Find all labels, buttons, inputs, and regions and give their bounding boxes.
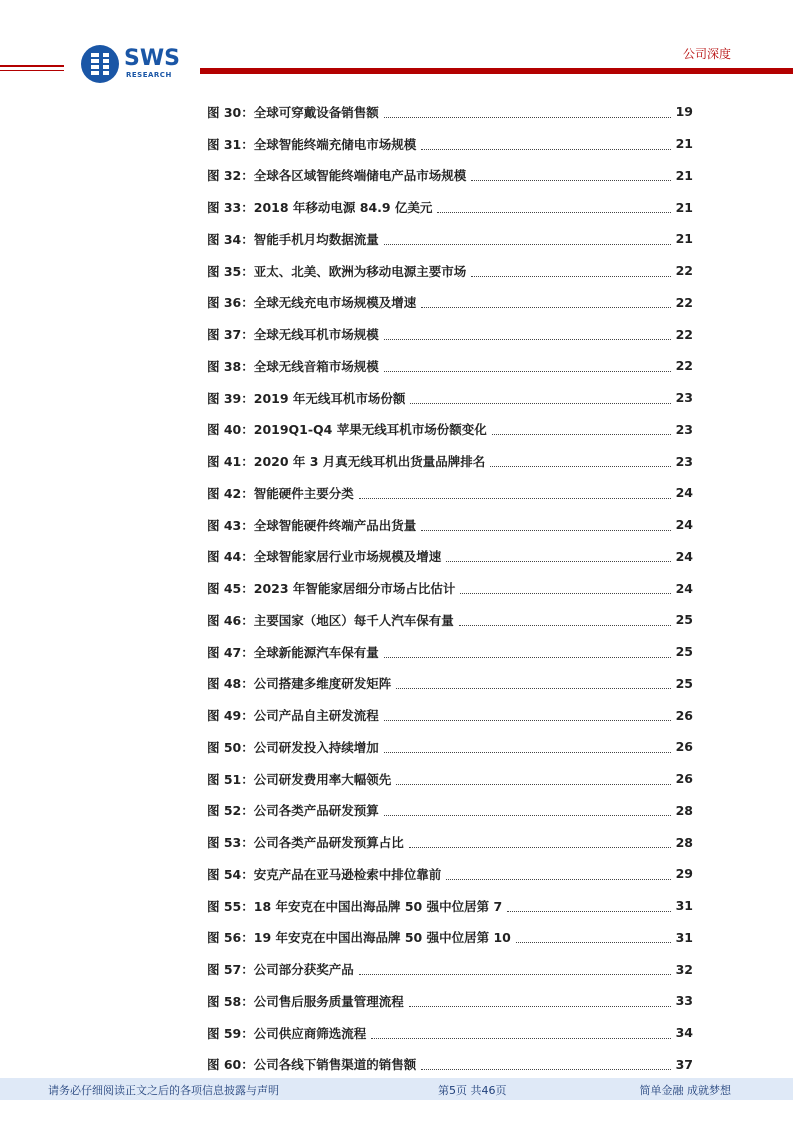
toc-entry-title: 图 55：18 年安克在中国出海品牌 50 强中位居第 7 <box>207 898 503 914</box>
toc-entry-page: 22 <box>675 326 693 342</box>
toc-entry[interactable] <box>207 731 693 763</box>
page-header <box>0 0 793 90</box>
toc-leader-dots <box>359 497 671 499</box>
toc-entry-title: 图 30：全球可穿戴设备销售额 <box>207 104 379 120</box>
toc-leader-dots <box>384 814 671 816</box>
toc-entry-title: 图 39：2019 年无线耳机市场份额 <box>207 390 406 406</box>
toc-entry-page: 24 <box>675 485 693 501</box>
toc-entry-page: 29 <box>675 866 693 882</box>
toc-entry-page: 37 <box>675 1056 693 1072</box>
report-type: 公司深度 <box>682 47 731 61</box>
toc-entry[interactable] <box>207 572 693 604</box>
toc-entry-title: 图 35：亚太、北美、欧洲为移动电源主要市场 <box>207 263 467 279</box>
toc-entry-title: 图 36：全球无线充电市场规模及增速 <box>207 295 417 311</box>
toc-leader-dots <box>446 560 670 562</box>
toc-entry-title: 图 34：智能手机月均数据流量 <box>207 231 379 247</box>
toc-entry[interactable] <box>207 668 693 700</box>
toc-entry[interactable] <box>207 795 693 827</box>
toc-entry-page: 21 <box>675 136 693 152</box>
toc-entry[interactable] <box>207 541 693 573</box>
toc-entry-title: 图 50：公司研发投入持续增加 <box>207 739 379 755</box>
logo-text: SWS <box>124 46 180 71</box>
toc-entry-title: 图 58：公司售后服务质量管理流程 <box>207 993 404 1009</box>
toc-entry-page: 22 <box>675 263 693 279</box>
toc-entry[interactable] <box>207 318 693 350</box>
header-rule-left <box>0 65 64 67</box>
toc-leader-dots <box>384 656 671 658</box>
toc-entry-page: 21 <box>675 167 693 183</box>
header-rule-right <box>200 68 793 74</box>
toc-entry-page: 24 <box>675 548 693 564</box>
footer-slogan: 简单金融 成就梦想 <box>639 1084 731 1097</box>
page-footer <box>0 1078 793 1100</box>
toc-entry[interactable] <box>207 922 693 954</box>
toc-entry-title: 图 42：智能硬件主要分类 <box>207 485 354 501</box>
toc-entry[interactable] <box>207 382 693 414</box>
toc-leader-dots <box>490 465 670 467</box>
toc-entry-title: 图 46：主要国家（地区）每千人汽车保有量 <box>207 612 454 628</box>
toc-entry-page: 23 <box>675 390 693 406</box>
toc-leader-dots <box>421 1068 670 1070</box>
toc-entry-page: 22 <box>675 294 693 310</box>
toc-leader-dots <box>516 941 671 943</box>
toc-leader-dots <box>384 751 671 753</box>
toc-entry[interactable] <box>207 477 693 509</box>
toc-leader-dots <box>459 624 671 626</box>
toc-entry-page: 31 <box>675 898 693 914</box>
toc-entry-page: 33 <box>675 993 693 1009</box>
toc-entry-page: 21 <box>675 199 693 215</box>
toc-leader-dots <box>446 878 670 880</box>
toc-leader-dots <box>384 243 671 245</box>
toc-leader-dots <box>396 687 670 689</box>
toc-entry-title: 图 31：全球智能终端充储电市场规模 <box>207 136 417 152</box>
toc-leader-dots <box>421 148 670 150</box>
toc-entry[interactable] <box>207 604 693 636</box>
toc-leader-dots <box>384 338 671 340</box>
logo-subtext: RESEARCH <box>126 71 172 79</box>
toc-leader-dots <box>471 179 670 181</box>
toc-entry-title: 图 40：2019Q1-Q4 苹果无线耳机市场份额变化 <box>207 422 487 438</box>
toc-leader-dots <box>421 306 670 308</box>
toc-entry[interactable] <box>207 890 693 922</box>
toc-leader-dots <box>409 1005 671 1007</box>
toc-leader-dots <box>384 370 671 372</box>
toc-entry-page: 26 <box>675 707 693 723</box>
toc-entry[interactable] <box>207 953 693 985</box>
toc-entry-title: 图 60：公司各线下销售渠道的销售额 <box>207 1057 417 1073</box>
toc-leader-dots <box>471 275 670 277</box>
toc-entry-title: 图 51：公司研发费用率大幅领先 <box>207 771 392 787</box>
toc-entry-page: 28 <box>675 834 693 850</box>
toc-leader-dots <box>384 719 671 721</box>
toc-entry-title: 图 37：全球无线耳机市场规模 <box>207 327 379 343</box>
toc-entry[interactable] <box>207 858 693 890</box>
toc-entry-title: 图 54：安克产品在亚马逊检索中排位靠前 <box>207 866 442 882</box>
toc-entry[interactable] <box>207 1049 693 1081</box>
toc-entry-page: 22 <box>675 358 693 374</box>
header-rule-left-thin <box>0 70 64 71</box>
toc-entry-title: 图 53：公司各类产品研发预算占比 <box>207 835 404 851</box>
toc-leader-dots <box>460 592 670 594</box>
toc-entry-title: 图 45：2023 年智能家居细分市场占比估计 <box>207 581 456 597</box>
toc-entry[interactable] <box>207 1017 693 1049</box>
toc-entry[interactable] <box>207 699 693 731</box>
toc-entry[interactable] <box>207 160 693 192</box>
toc-entry[interactable] <box>207 191 693 223</box>
toc-entry-title: 图 38：全球无线音箱市场规模 <box>207 358 379 374</box>
toc-entry-title: 图 57：公司部分获奖产品 <box>207 962 354 978</box>
toc-entry-title: 图 44：全球智能家居行业市场规模及增速 <box>207 549 442 565</box>
toc-entry[interactable] <box>207 96 693 128</box>
toc-leader-dots <box>409 846 671 848</box>
toc-entry[interactable] <box>207 223 693 255</box>
toc-entry-page: 28 <box>675 802 693 818</box>
toc-entry-page: 25 <box>675 644 693 660</box>
toc-entry-page: 32 <box>675 961 693 977</box>
toc-entry-title: 图 41：2020 年 3 月真无线耳机出货量品牌排名 <box>207 454 486 470</box>
toc-entry[interactable] <box>207 128 693 160</box>
toc-entry[interactable] <box>207 509 693 541</box>
toc-leader-dots <box>371 1037 670 1039</box>
toc-leader-dots <box>437 211 670 213</box>
toc-entry[interactable] <box>207 414 693 446</box>
toc-entry[interactable] <box>207 636 693 668</box>
toc-entry-title: 图 33：2018 年移动电源 84.9 亿美元 <box>207 200 433 216</box>
toc-entry[interactable] <box>207 763 693 795</box>
toc-entry-page: 26 <box>675 739 693 755</box>
toc-entry-title: 图 43：全球智能硬件终端产品出货量 <box>207 517 417 533</box>
toc-leader-dots <box>421 529 670 531</box>
toc-entry-page: 21 <box>675 231 693 247</box>
sws-logo-icon <box>80 44 120 84</box>
toc-entry-page: 24 <box>675 517 693 533</box>
toc-leader-dots <box>396 783 670 785</box>
toc-leader-dots <box>492 433 671 435</box>
toc-leader-dots <box>384 116 671 118</box>
toc-entry-title: 图 52：公司各类产品研发预算 <box>207 803 379 819</box>
toc-entry[interactable] <box>207 350 693 382</box>
toc-entry[interactable] <box>207 445 693 477</box>
toc-entry-page: 24 <box>675 580 693 596</box>
toc-entry-title: 图 59：公司供应商筛选流程 <box>207 1025 367 1041</box>
toc-entry-page: 25 <box>675 675 693 691</box>
footer-page-info: 第5页 共46页 <box>438 1084 507 1097</box>
toc-entry-title: 图 32：全球各区域智能终端储电产品市场规模 <box>207 168 467 184</box>
toc-entry-page: 23 <box>675 453 693 469</box>
toc-entry-title: 图 48：公司搭建多维度研发矩阵 <box>207 676 392 692</box>
footer-disclaimer: 请务必仔细阅读正文之后的各项信息披露与声明 <box>48 1084 279 1097</box>
toc-entry[interactable] <box>207 985 693 1017</box>
toc-leader-dots <box>359 973 671 975</box>
toc-leader-dots <box>507 910 670 912</box>
figure-list <box>207 96 693 1080</box>
toc-entry-page: 31 <box>675 929 693 945</box>
toc-entry-page: 34 <box>675 1025 693 1041</box>
toc-entry-title: 图 49：公司产品自主研发流程 <box>207 708 379 724</box>
toc-entry-title: 图 56：19 年安克在中国出海品牌 50 强中位居第 10 <box>207 930 511 946</box>
sws-logo <box>80 44 190 84</box>
toc-entry[interactable] <box>207 287 693 319</box>
toc-leader-dots <box>410 402 670 404</box>
toc-entry-page: 19 <box>675 104 693 120</box>
toc-entry-page: 25 <box>675 612 693 628</box>
toc-entry[interactable] <box>207 255 693 287</box>
toc-entry-title: 图 47：全球新能源汽车保有量 <box>207 644 379 660</box>
toc-entry-page: 23 <box>675 421 693 437</box>
toc-entry-page: 26 <box>675 771 693 787</box>
toc-entry[interactable] <box>207 826 693 858</box>
